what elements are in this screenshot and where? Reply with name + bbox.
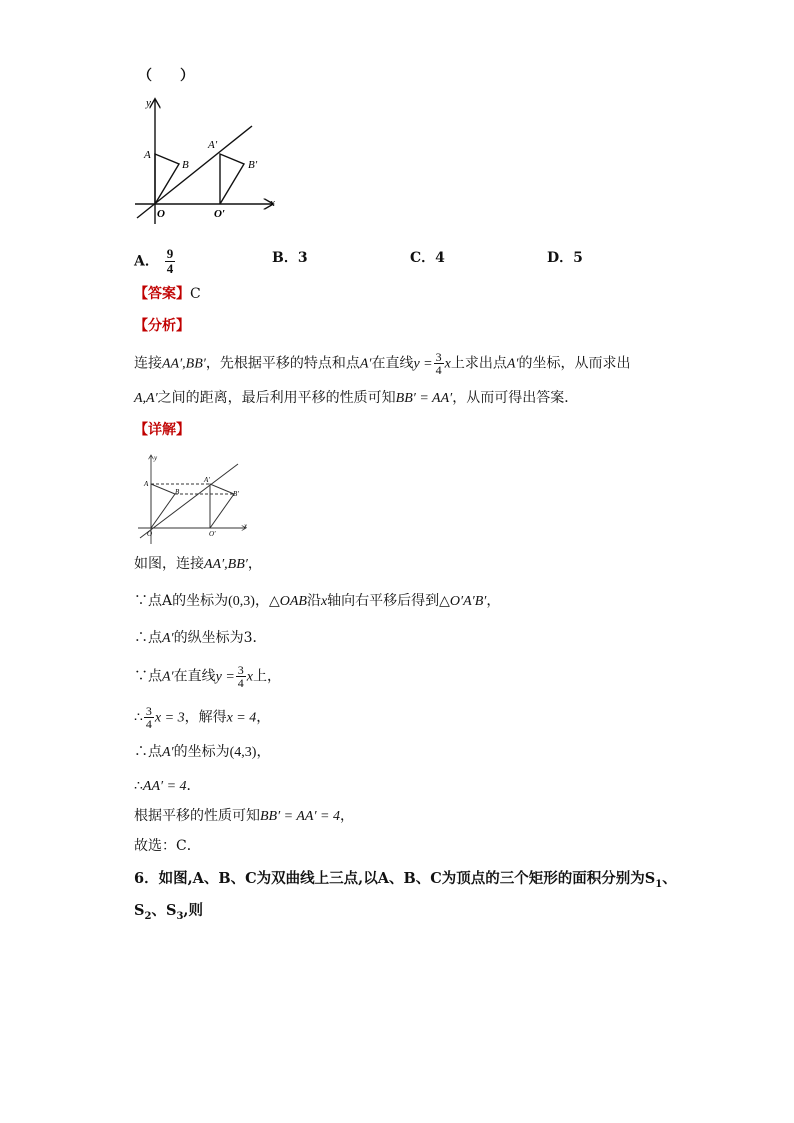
label-b: B [175,488,180,496]
detail-step-8: 根据平移的性质可知BB′ = AA′ = 4， [134,808,354,824]
detail-conclusion: 故选：C． [134,838,201,854]
fraction-3-4: $\frac{3}{4}$ [435,350,442,377]
figure-translation-diagram [132,96,282,228]
option-a-fraction: $\frac{9}{4}$ [166,246,174,276]
label-a-prime: A′ [204,476,210,484]
label-y: y [146,97,151,109]
label-o: O [157,208,165,220]
option-b[interactable]: B．3 [272,250,308,266]
line-y-3-4-x [140,464,238,538]
question-bracket: （ ） [138,68,194,84]
analysis-line-1: 连接AA′,BB′，先根据平移的特点和点A′在直线y = $\frac{3}{4}$ x上求出点A′的坐标，从而求出 [134,350,631,377]
option-d[interactable]: D．5 [547,250,583,266]
analysis-tag: 【分析】 [134,318,190,334]
detail-step-6: ∴点A′的坐标为(4,3)， [134,744,271,760]
question-6-line-1: 6．如图,A、B、C为双曲线上三点,以A、B、C为顶点的三个矩形的面积分别为$S_1$、 [134,870,677,890]
label-x: x [244,522,248,530]
detail-step-1: 如图，连接AA′,BB′， [134,556,262,572]
label-b-prime: B′ [233,490,239,498]
option-a[interactable] [134,247,176,276]
detail-step-4: ∵点A′在直线y = $\frac{3}{4}$ x上， [134,663,282,690]
triangle-oab [155,154,179,204]
label-a: A [144,149,151,161]
fraction-3-4: $\frac{3}{4}$ [145,704,152,731]
label-b-prime: B′ [248,159,258,171]
label-x: x [270,197,275,209]
triangle-oab [151,484,175,528]
label-o: O [147,530,153,538]
analysis-line-2: A,A′之间的距离，最后利用平移的性质可知BB′ = AA′，从而可得出答案． [134,390,579,406]
label-a: A [144,480,149,488]
label-y: y [154,454,158,462]
detail-step-3: ∴点A′的纵坐标为3． [134,630,267,646]
answer-line [134,284,201,304]
label-o-prime: O′ [214,208,226,220]
figure-detail-diagram [134,452,252,548]
detail-tag: 【详解】 [134,422,190,438]
question-6-line-2: $S_2$、$S_3$,则 [134,902,203,922]
fraction-3-4: $\frac{3}{4}$ [237,663,244,690]
label-a-prime: A′ [208,139,218,151]
option-c[interactable]: C．4 [410,250,445,266]
detail-step-7: ∴AA′ = 4． [134,778,201,794]
detail-step-5: ∴ $\frac{3}{4}$ x = 3，解得x = 4， [134,704,271,731]
label-b: B [182,159,189,171]
answer-tag: 【答案】 [134,286,190,302]
answer-value: C [190,286,201,302]
option-a-label: A． [134,253,159,270]
triangle-o1a1b1 [220,154,244,204]
detail-step-2: ∵点A的坐标为(0,3)，△OAB沿x轴向右平移后得到△O′A′B′， [134,593,501,609]
label-o-prime: O′ [209,530,216,538]
triangle-o1a1b1 [210,484,234,528]
